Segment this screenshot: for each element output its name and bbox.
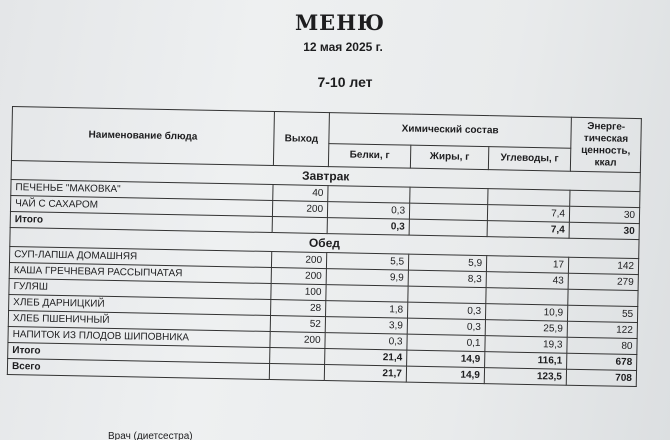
dish-kcal: 122 [567, 321, 637, 338]
dish-kcal: 708 [566, 369, 636, 386]
dish-name: ГУЛЯШ [9, 278, 271, 299]
dish-yield: 200 [270, 331, 325, 348]
dish-yield: 200 [272, 201, 327, 218]
dish-yield: 40 [273, 185, 328, 202]
header-chem: Химический состав [329, 113, 572, 149]
dish-protein: 0,3 [327, 202, 409, 220]
dish-protein: 5,5 [326, 253, 408, 271]
section-breakfast: Завтрак [11, 160, 640, 191]
dish-fat: 8,3 [408, 270, 486, 287]
dish-fat [410, 187, 488, 204]
dish-fat [409, 203, 487, 220]
dish-yield: 100 [271, 284, 326, 301]
header-protein: Белки, г [328, 144, 410, 169]
dish-protein: 21,7 [324, 365, 406, 383]
signature-label: Врач (диетсестра) [108, 431, 193, 440]
dish-carbs: 123,5 [484, 368, 566, 386]
dish-fat: 14,9 [407, 350, 485, 367]
dish-protein: 9,9 [326, 269, 408, 287]
dish-name: КАША ГРЕЧНЕВАЯ РАССЫПЧАТАЯ [9, 262, 271, 283]
age-group: 7-10 лет [317, 74, 373, 90]
dish-kcal: 142 [568, 257, 638, 274]
dish-yield [270, 347, 325, 364]
header-dish: Наименование блюда [11, 107, 274, 166]
dish-carbs: 116,1 [485, 352, 567, 370]
dish-kcal: 55 [567, 305, 637, 322]
header-yield: Выход [273, 112, 329, 167]
menu-table [7, 106, 642, 387]
dish-protein: 21,4 [325, 349, 407, 367]
dish-carbs: 43 [486, 272, 568, 290]
dish-protein: 0,3 [325, 333, 407, 351]
dish-fat: 0,3 [407, 318, 485, 335]
dish-fat [409, 219, 487, 236]
dish-carbs: 7,4 [487, 221, 569, 239]
dish-kcal [570, 190, 640, 207]
dish-carbs: 25,9 [485, 320, 567, 338]
dish-protein [328, 186, 410, 204]
dish-kcal: 279 [568, 273, 638, 290]
dish-carbs [488, 189, 570, 207]
dish-carbs: 7,4 [487, 205, 569, 223]
dish-yield [272, 217, 327, 234]
header-energy: Энерге-тическая ценность, ккал [570, 117, 641, 172]
menu-title: МЕНЮ [294, 10, 386, 35]
header-carbs: Углеводы, г [488, 147, 570, 172]
dish-name: ПЕЧЕНЬЕ "МАКОВКА" [11, 179, 273, 200]
menu-date: 12 мая 2025 г. [303, 40, 383, 54]
dish-fat: 0,1 [407, 334, 485, 351]
dish-name: СУП-ЛАПША ДОМАШНЯЯ [9, 246, 271, 267]
dish-yield: 200 [271, 252, 326, 269]
dish-name: Всего [7, 358, 269, 379]
dish-fat: 5,9 [408, 254, 486, 271]
dish-name: ЧАЙ С САХАРОМ [10, 195, 272, 216]
dish-name: ХЛЕБ ПШЕНИЧНЫЙ [8, 310, 270, 331]
dish-kcal: 80 [567, 337, 637, 354]
dish-kcal [568, 289, 638, 306]
dish-yield: 28 [271, 300, 326, 317]
dish-name: ХЛЕБ ДАРНИЦКИЙ [9, 294, 271, 315]
dish-name: Итого [8, 342, 270, 363]
dish-fat: 0,3 [408, 302, 486, 319]
dish-name: НАПИТОК ИЗ ПЛОДОВ ШИПОВНИКА [8, 326, 270, 347]
section-lunch: Обед [10, 227, 639, 258]
dish-fat [408, 286, 486, 303]
dish-carbs: 19,3 [485, 336, 567, 354]
dish-kcal: 30 [569, 222, 639, 239]
dish-yield [269, 363, 324, 380]
dish-carbs [486, 288, 568, 306]
dish-fat: 14,9 [406, 366, 484, 383]
dish-protein: 1,8 [326, 301, 408, 319]
dish-yield: 52 [270, 316, 325, 333]
dish-protein: 0,3 [327, 218, 409, 236]
dish-name: Итого [10, 211, 272, 232]
dish-carbs: 17 [486, 256, 568, 274]
dish-protein: 3,9 [325, 317, 407, 335]
dish-kcal: 678 [567, 353, 637, 370]
dish-yield: 200 [271, 268, 326, 285]
dish-carbs: 10,9 [485, 304, 567, 322]
dish-protein [326, 285, 408, 303]
dish-kcal: 30 [569, 206, 639, 223]
header-fat: Жиры, г [410, 145, 488, 169]
